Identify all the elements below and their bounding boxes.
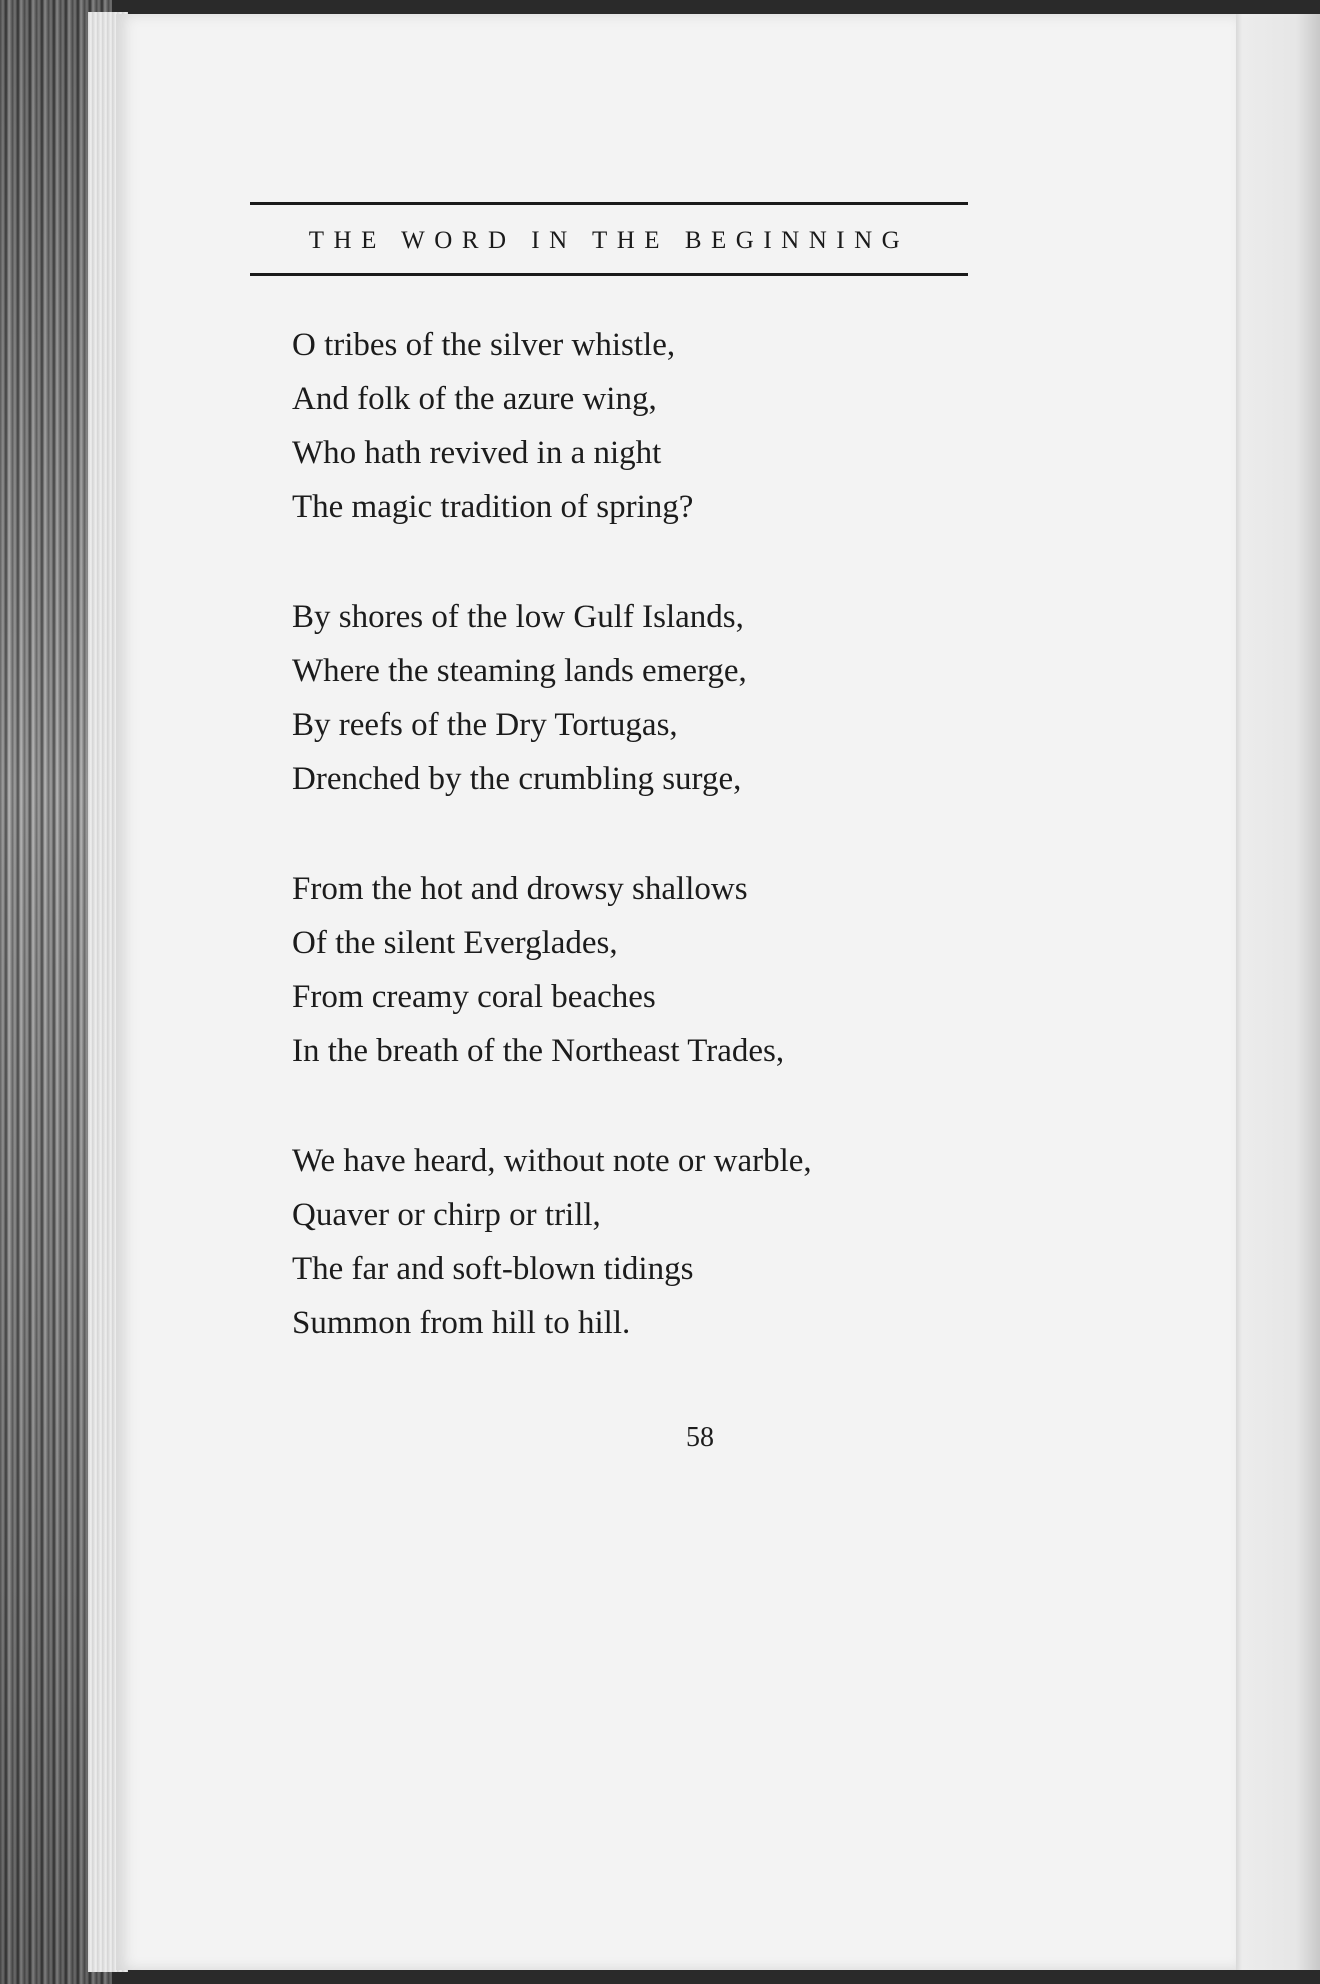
poem-line: Quaver or chirp or trill, (292, 1197, 601, 1233)
stanza (292, 862, 1012, 1078)
poem-line: The far and soft-blown tidings (292, 1251, 694, 1287)
poem-line: From creamy coral beaches (292, 979, 656, 1015)
facing-page-edge (1236, 14, 1320, 1970)
running-head (250, 202, 968, 276)
poem-body (292, 318, 1012, 1406)
poem-line: By shores of the low Gulf Islands, (292, 599, 744, 635)
poem-line: Where the steaming lands emerge, (292, 653, 747, 689)
page-number: 58 (686, 1422, 714, 1453)
stanza (292, 1134, 1012, 1350)
poem-line: The magic tradition of spring? (292, 489, 694, 525)
poem-line: Of the silent Everglades, (292, 925, 618, 961)
poem-line: And folk of the azure wing, (292, 381, 657, 417)
poem-line: From the hot and drowsy shallows (292, 871, 748, 907)
stanza (292, 590, 1012, 806)
poem-line: O tribes of the silver whistle, (292, 327, 676, 363)
poem-line: Who hath revived in a night (292, 435, 662, 471)
poem-line: Summon from hill to hill. (292, 1305, 631, 1341)
poem-line: Drenched by the crumbling surge, (292, 761, 742, 797)
poem-line: By reefs of the Dry Tortugas, (292, 707, 678, 743)
poem-line: We have heard, without note or warble, (292, 1143, 812, 1179)
poem-line: In the breath of the Northeast Trades, (292, 1033, 785, 1069)
stanza (292, 318, 1012, 534)
running-head-title: THE WORD IN THE BEGINNING (308, 227, 910, 254)
